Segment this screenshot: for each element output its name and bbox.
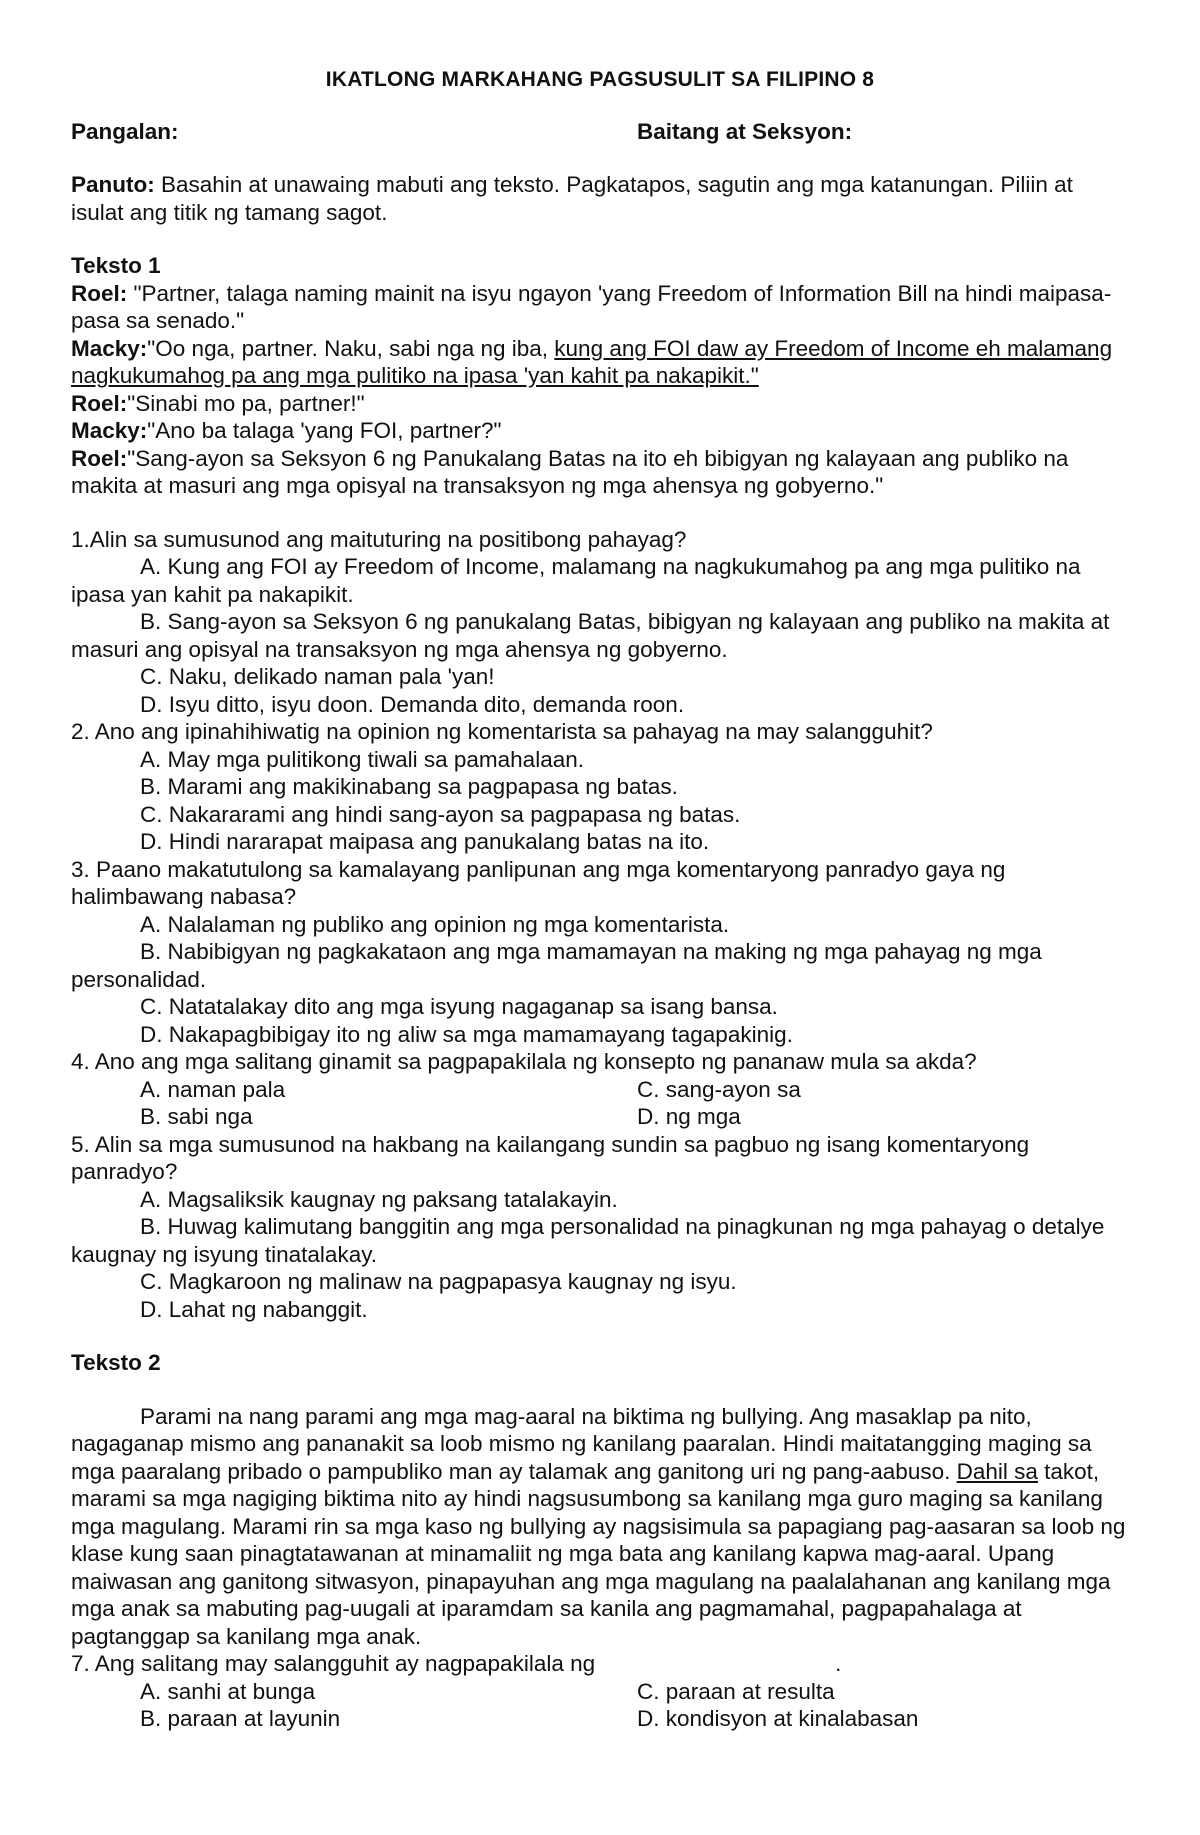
student-info-row (71, 118, 1129, 146)
option: C. Natatalakay dito ang mga isyung nagaganap sa isang bansa. (140, 994, 778, 1019)
option: D. Lahat ng nabanggit. (140, 1296, 368, 1322)
dialogue-line: Macky:"Ano ba talaga 'yang FOI, partner?" (71, 418, 502, 443)
text2-heading: Teksto 2 (71, 1350, 161, 1375)
option-row (71, 1678, 1129, 1706)
text1-heading: Teksto 1 (71, 253, 161, 278)
option: B. Marami ang makikinabang sa pagpapasa ng batas. (140, 774, 678, 799)
question-7: 7. Ang salitang may salangguhit ay nagpapakilala ng . (71, 1651, 842, 1676)
question-1: 1.Alin sa sumusunod ang maituturing na positibong pahayag? (71, 526, 687, 552)
option: D. kondisyon at kinalabasan (637, 1706, 919, 1731)
option: A. Magsaliksik kaugnay ng paksang tatalakayin. (140, 1186, 618, 1212)
exam-title: IKATLONG MARKAHANG PAGSUSULIT SA FILIPINO 8 (325, 68, 875, 91)
instructions (71, 171, 1129, 226)
exam-page (71, 66, 1129, 1733)
question-5: 5. Alin sa mga sumusunod na hakbang na kailangang sundin sa pagbuo ng isang komentaryong panradyo? (71, 1131, 1030, 1184)
option: D. Isyu ditto, isyu doon. Demanda dito, demanda roon. (140, 691, 685, 717)
dialogue-line: Macky:"Oo nga, partner. Naku, sabi nga ng iba, kung ang FOI daw ay Freedom of Income eh malamang nagkukumahog pa ang mga pulitiko na ipasa 'yan kahit pa nakapikit." (71, 335, 1113, 388)
underlined-statement: kung ang FOI daw ay Freedom of Income eh malamang nagkukumahog pa ang mga pulitiko na ipasa 'yan kahit pa nakapikit." (71, 335, 1113, 388)
option: B. Nabibigyan ng pagkakataon ang mga mamamayan na making ng mga pahayag ng mga personalidad. (71, 939, 1042, 992)
dialogue-line: Roel:"Sinabi mo pa, partner!" (71, 390, 365, 416)
underlined-phrase: Dahil sa (956, 1458, 1038, 1484)
option: C. Naku, delikado naman pala 'yan! (140, 664, 495, 689)
option: B. paraan at layunin (140, 1706, 341, 1731)
option: A. sanhi at bunga (140, 1678, 316, 1704)
instructions-label: Panuto: (71, 172, 155, 197)
option: A. naman pala (140, 1076, 286, 1102)
question-3: 3. Paano makatutulong sa kamalayang panlipunan ang mga komentaryong panradyo gaya ng halimbawang nabasa? (71, 856, 1006, 909)
option: A. Nalalaman ng publiko ang opinion ng mga komentarista. (140, 911, 730, 937)
name-label: Pangalan: (71, 118, 179, 144)
option: C. paraan at resulta (637, 1678, 835, 1704)
option: C. sang-ayon sa (637, 1076, 801, 1102)
option: C. Nakararami ang hindi sang-ayon sa pagpapasa ng batas. (140, 801, 741, 827)
option: A. Kung ang FOI ay Freedom of Income, malamang na nagkukumahog pa ang mga pulitiko na ipasa yan kahit pa nakapikit. (71, 554, 1081, 607)
option: D. Hindi nararapat maipasa ang panukalang batas na ito. (140, 829, 710, 854)
dialogue-line: Roel: "Partner, talaga naming mainit na isyu ngayon 'yang Freedom of Information Bill na hindi maipasa-pasa sa senado." (71, 280, 1112, 333)
grade-section-label: Baitang at Seksyon: (637, 118, 853, 144)
option: C. Magkaroon ng malinaw na pagpapasya kaugnay ng isyu. (140, 1269, 737, 1294)
dialogue-line: Roel:"Sang-ayon sa Seksyon 6 ng Panukalang Batas na ito eh bibigyan ng kalayaan ang publiko na makita at masuri ang mga opisyal na transaksyon ng mga ahensya ng gobyerno." (71, 445, 1069, 498)
question-2: 2. Ano ang ipinahihiwatig na opinion ng komentarista sa pahayag na may salangguhit? (71, 719, 933, 744)
option: A. May mga pulitikong tiwali sa pamahalaan. (140, 746, 584, 772)
option: D. ng mga (637, 1104, 741, 1129)
text2-paragraph: Parami na nang parami ang mga mag-aaral na biktima ng bullying. Ang masaklap pa nito, nagaganap mismo ang pananakit sa loob mismo ng kanilang paaralan. Hindi maitatangging maging sa mga paaralang pribado o pampubliko man ay talamak ang ganitong uri ng pang-aabuso. Dahil sa takot, marami sa mga nagiging biktima nito ay hindi nagsusumbong sa kanilang mga guro maging sa kanilang mga magulang. Marami rin sa mga kaso ng bullying ay nagsisimula sa papagiang pag-aasaran sa loob ng klase kung saan pinagtatawanan at minamaliit ng mga bata ang kanilang kapwa mag-aaral. Upang maiwasan ang ganitong sitwasyon, pinapayuhan ang mga magulang na paalalahanan ang kanilang mga mga anak sa mabuting pag-uugali at iparamdam sa kanila ang pagmamahal, pagpapahalaga at pagtanggap sa kanilang mga anak. (71, 1403, 1126, 1649)
option-row (71, 1705, 1129, 1733)
option-row (71, 1076, 1129, 1104)
option-row (71, 1103, 1129, 1131)
option: B. Huwag kalimutang banggitin ang mga personalidad na pinagkunan ng mga pahayag o detalye kaugnay ng isyung tinatalakay. (71, 1214, 1105, 1267)
option: B. sabi nga (140, 1104, 253, 1129)
instructions-text: Basahin at unawaing mabuti ang teksto. Pagkatapos, sagutin ang mga katanungan. Piliin at isulat ang titik ng tamang sagot. (71, 172, 1073, 225)
question-4: 4. Ano ang mga salitang ginamit sa pagpapakilala ng konsepto ng pananaw mula sa akda? (71, 1049, 977, 1074)
option: B. Sang-ayon sa Seksyon 6 ng panukalang Batas, bibigyan ng kalayaan ang publiko na makita at masuri ang opisyal na transaksyon ng mga ahensya ng gobyerno. (71, 609, 1110, 662)
option: D. Nakapagbibigay ito ng aliw sa mga mamamayang tagapakinig. (140, 1021, 793, 1047)
